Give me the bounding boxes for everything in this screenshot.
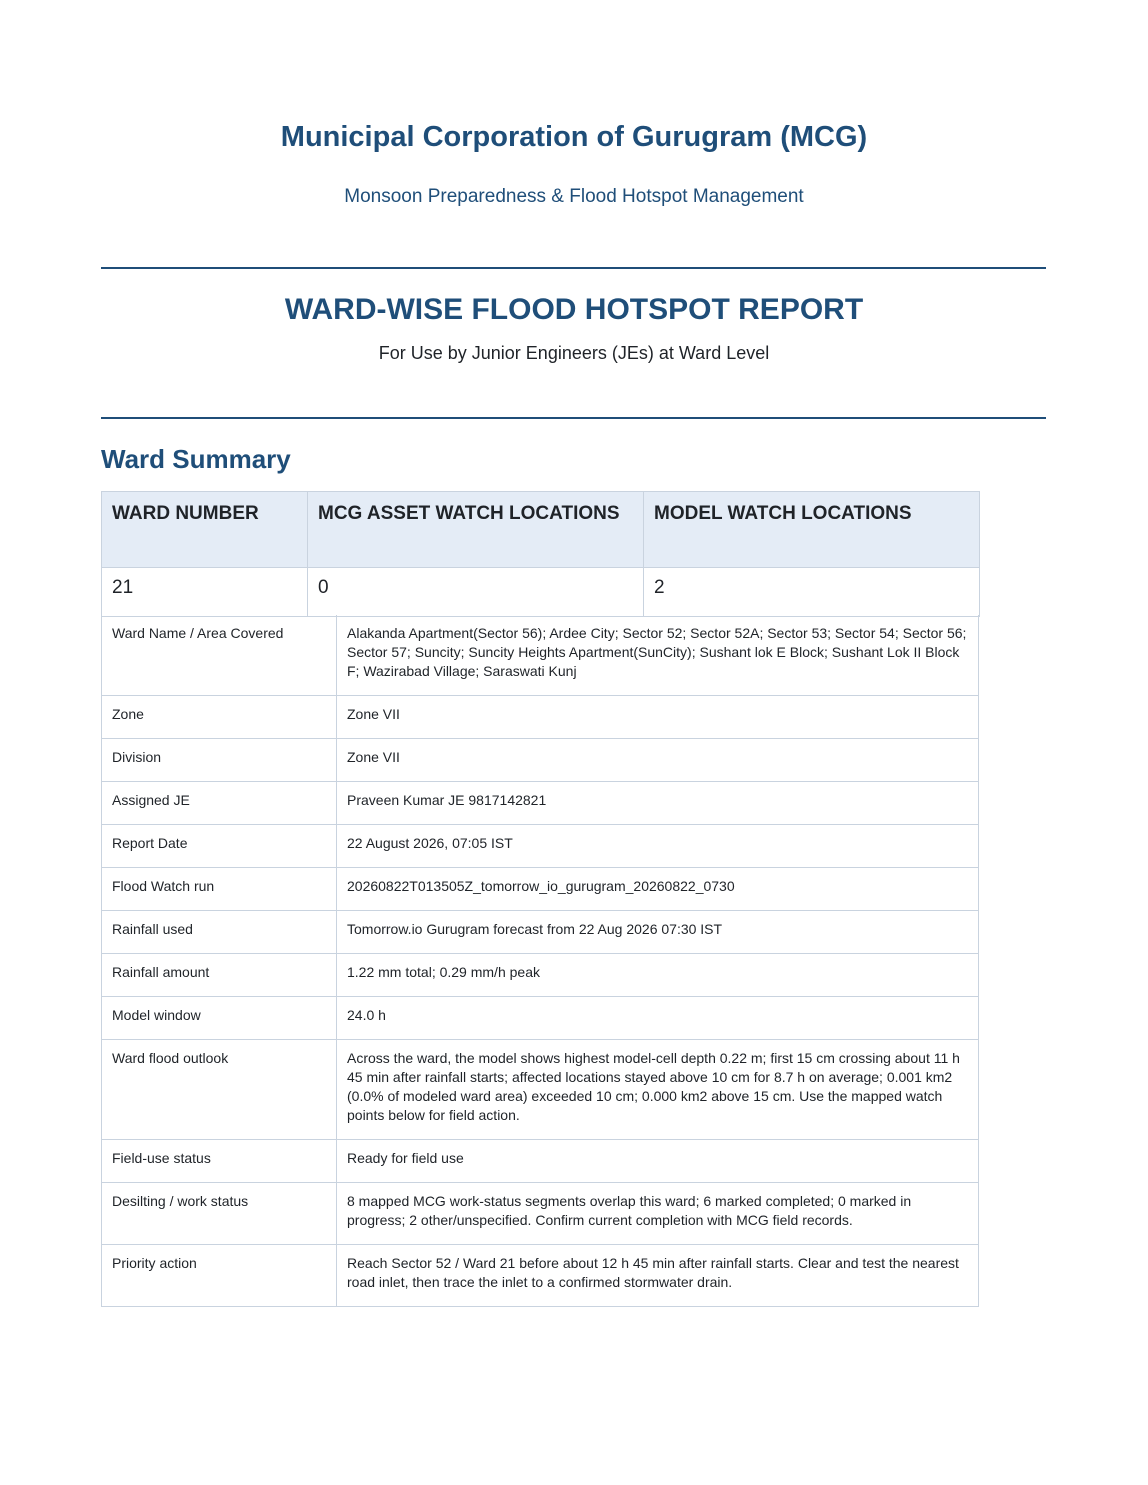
table-row: [102, 997, 979, 1040]
ward-summary-table: [101, 491, 980, 617]
section-heading-ward-summary: Ward Summary: [101, 444, 291, 474]
table-row: [102, 782, 979, 825]
model-watch-locations-header: MODEL WATCH LOCATIONS: [644, 492, 980, 568]
organization-title: Municipal Corporation of Gurugram (MCG): [280, 121, 868, 153]
detail-value: Zone VII: [337, 696, 979, 739]
table-row: [102, 868, 979, 911]
bottom-divider: [101, 417, 1046, 419]
table-row: [102, 911, 979, 954]
table-row: [102, 1183, 979, 1245]
table-row: [102, 954, 979, 997]
report-subtitle: For Use by Junior Engineers (JEs) at Ward Level: [378, 343, 770, 363]
table-row: [102, 739, 979, 782]
detail-label: Assigned JE: [102, 782, 337, 825]
ward-number-header: WARD NUMBER: [102, 492, 308, 568]
table-row: [102, 1245, 979, 1307]
detail-label: Priority action: [102, 1245, 337, 1307]
detail-value: Tomorrow.io Gurugram forecast from 22 Aug 2026 07:30 IST: [337, 911, 979, 954]
report-title: WARD-WISE FLOOD HOTSPOT REPORT: [284, 293, 864, 326]
detail-value: Ready for field use: [337, 1140, 979, 1183]
detail-label: Division: [102, 739, 337, 782]
summary-value-row: [102, 568, 980, 617]
ward-number-value: 21: [102, 568, 308, 617]
detail-value: Reach Sector 52 / Ward 21 before about 12 h 45 min after rainfall starts. Clear and test the nearest road inlet, then trace the inlet to a confirmed stormwater drain.: [337, 1245, 979, 1307]
detail-value: Zone VII: [337, 739, 979, 782]
table-row: [102, 1140, 979, 1183]
detail-label: Field-use status: [102, 1140, 337, 1183]
detail-value: 20260822T013505Z_tomorrow_io_gurugram_20260822_0730: [337, 868, 979, 911]
detail-value: Praveen Kumar JE 9817142821: [337, 782, 979, 825]
detail-value: 8 mapped MCG work-status segments overlap this ward; 6 marked completed; 0 marked in progress; 2 other/unspecified. Confirm current completion with MCG field records.: [337, 1183, 979, 1245]
mcg-asset-watch-locations-header: MCG ASSET WATCH LOCATIONS: [308, 492, 644, 568]
detail-label: Ward flood outlook: [102, 1040, 337, 1140]
detail-label: Rainfall used: [102, 911, 337, 954]
detail-value: Across the ward, the model shows highest model-cell depth 0.22 m; first 15 cm crossing about 11 h 45 min after rainfall starts; affected locations stayed above 10 cm for 8.7 h on average; 0.001 km2 (0.0% of modeled ward area) exceeded 10 cm; 0.000 km2 above 15 cm. Use the mapped watch points below for field action.: [337, 1040, 979, 1140]
detail-label: Zone: [102, 696, 337, 739]
mcg-asset-watch-locations-value: 0: [308, 568, 644, 617]
summary-header-row: [102, 492, 980, 568]
detail-label: Rainfall amount: [102, 954, 337, 997]
detail-value: Alakanda Apartment(Sector 56); Ardee City; Sector 52; Sector 52A; Sector 53; Sector 54; Sector 56; Sector 57; Suncity; Suncity Heights Apartment(SunCity); Sushant lok E Block; Sushant Lok II Block F; Wazirabad Village; Saraswati Kunj: [337, 615, 979, 696]
detail-label: Flood Watch run: [102, 868, 337, 911]
ward-details-table: [101, 615, 979, 1307]
detail-label: Model window: [102, 997, 337, 1040]
detail-label: Desilting / work status: [102, 1183, 337, 1245]
detail-value: 24.0 h: [337, 997, 979, 1040]
top-divider: [101, 267, 1046, 269]
model-watch-locations-value: 2: [644, 568, 980, 617]
table-row: [102, 615, 979, 696]
detail-label: Report Date: [102, 825, 337, 868]
detail-label: Ward Name / Area Covered: [102, 615, 337, 696]
detail-value: 22 August 2026, 07:05 IST: [337, 825, 979, 868]
organization-subtitle: Monsoon Preparedness & Flood Hotspot Management: [344, 186, 804, 207]
detail-value: 1.22 mm total; 0.29 mm/h peak: [337, 954, 979, 997]
table-row: [102, 696, 979, 739]
table-row: [102, 1040, 979, 1140]
table-row: [102, 825, 979, 868]
